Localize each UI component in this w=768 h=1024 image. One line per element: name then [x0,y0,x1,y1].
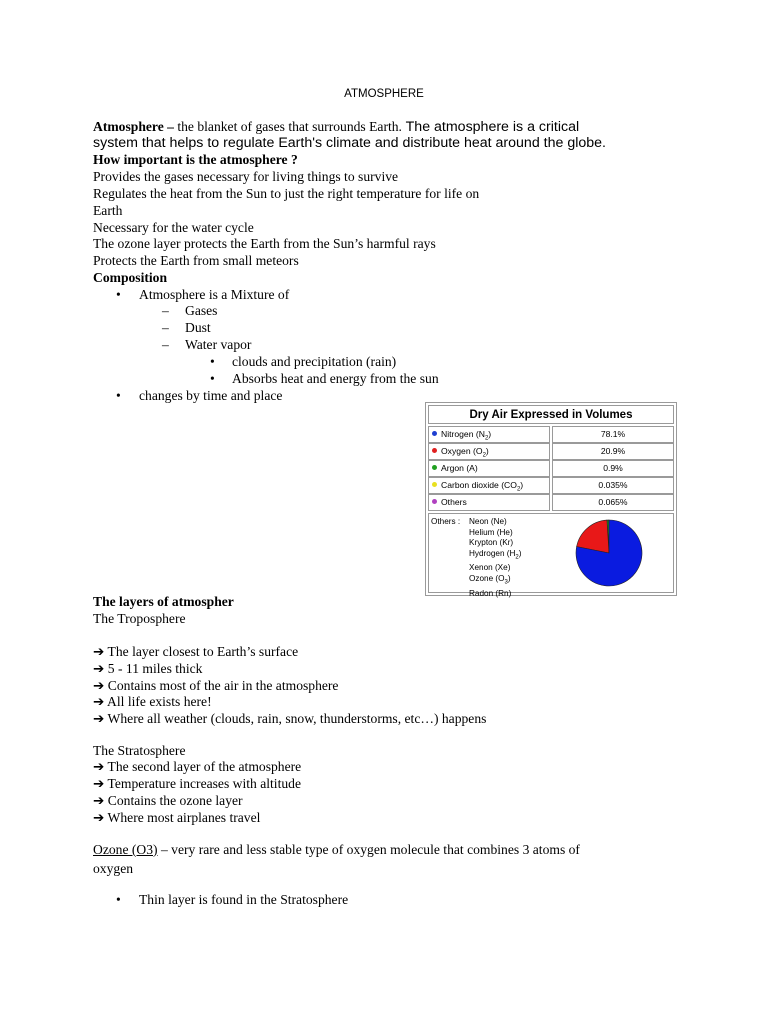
importance-line: Necessary for the water cycle [93,220,254,235]
dash-glyph: – [162,320,169,335]
legend-dot-icon [432,448,437,453]
bullet-glyph: • [116,287,121,302]
others-item: Helium (He) [469,527,513,537]
others-list [469,517,522,599]
gas-name-tail: ) [520,480,524,490]
gas-subscript: 2 [482,452,486,459]
gas-name-cell [428,443,550,460]
others-item: Radon (Rn) [469,588,512,598]
others-label: Others : [431,517,461,526]
stratosphere-point: ➔ Where most airplanes travel [93,810,261,825]
importance-line: Protects the Earth from small meteors [93,253,299,268]
composition-heading: Composition [93,270,168,285]
composition-bullet: changes by time and place [139,388,283,403]
intro-term: Atmosphere – [93,119,174,134]
composition-bullet: Atmosphere is a Mixture of [139,287,290,302]
stratosphere-heading: The Stratosphere [93,743,186,758]
arrow-icon: ➔ [93,711,105,726]
arrow-icon: ➔ [93,678,105,693]
importance-line: Earth [93,203,123,218]
gas-name-cell [428,494,550,511]
gas-row [428,477,674,494]
vapor-item: clouds and precipitation (rain) [232,354,397,369]
gas-value: 0.065% [552,494,674,511]
gas-value: 78.1% [552,426,674,443]
gas-row [428,426,674,443]
composition-sub-item: Gases [185,303,218,318]
arrow-icon: ➔ [93,810,105,825]
arrow-icon: ➔ [93,793,105,808]
gas-name-cell [428,460,550,477]
layers-heading: The layers of atmospher [93,594,234,609]
figure-title: Dry Air Expressed in Volumes [428,405,674,424]
ozone-definition: Ozone (O3) – very rare and less stable type of oxygen molecule that combines 3 atoms of [93,842,580,857]
gas-value: 0.9% [552,460,674,477]
legend-dot-icon [432,499,437,504]
others-item: Ozone $(O_3)$ [469,574,511,586]
gas-value: 0.035% [552,477,674,494]
stratosphere-point: ➔ Temperature increases with altitude [93,776,301,791]
composition-pie-chart [569,514,649,594]
gas-name: Carbon dioxide (CO [441,480,517,490]
bullet-glyph: • [210,354,215,369]
importance-line: Provides the gases necessary for living things to survive [93,169,399,184]
gas-name: Nitrogen (N [441,429,485,439]
others-item: Xenon (Xe) [469,563,511,573]
gas-value: 20.9% [552,443,674,460]
gas-name-tail: ) [485,446,489,456]
bullet-glyph: • [210,371,215,386]
gas-name-cell [428,477,550,494]
others-item: Neon (Ne) [469,517,507,526]
composition-sub-item: Dust [185,320,211,335]
intro-definition-part1: the blanket of gases that surrounds Earth. [173,119,402,134]
intro-line-1 [93,118,579,136]
gas-name: Others [441,497,467,507]
dash-glyph: – [162,303,169,318]
dry-air-figure [425,402,677,596]
troposphere-point: ➔ All life exists here! [93,694,212,709]
gas-row [428,460,674,477]
troposphere-point: ➔ Contains most of the air in the atmosphere [93,678,339,693]
troposphere-point: ➔ 5 - 11 miles thick [93,661,203,676]
others-panel [428,513,674,598]
arrow-icon: ➔ [93,759,105,774]
ozone-bullet: Thin layer is found in the Stratosphere [139,892,349,907]
gas-subscript: 2 [484,435,489,442]
gas-subscript: 2 [516,486,521,493]
gas-row [428,443,674,460]
others-item: Krypton (Kr) [469,538,514,548]
page-title: ATMOSPHERE [344,88,424,100]
others-item: Hydrogen $(H_2)$ [469,549,522,561]
arrow-icon: ➔ [93,661,105,676]
arrow-icon: ➔ [93,776,105,791]
legend-dot-icon [432,431,437,436]
gas-name: Oxygen (O [441,446,483,456]
gas-name-tail: ) [488,429,492,439]
vapor-item: Absorbs heat and energy from the sun [232,371,439,386]
importance-line: Regulates the heat from the Sun to just the right temperature for life on [93,186,480,201]
bullet-glyph: • [116,892,121,907]
legend-dot-icon [432,482,437,487]
troposphere-heading: The Troposphere [93,611,186,626]
gas-row [428,494,674,511]
arrow-icon: ➔ [93,694,105,709]
gas-name: Argon (A) [441,463,478,473]
troposphere-point: ➔ Where all weather (clouds, rain, snow, thunderstorms, etc…) happens [93,711,487,726]
importance-heading: How important is the atmosphere ? [93,152,298,167]
troposphere-point: ➔ The layer closest to Earth’s surface [93,644,299,659]
stratosphere-point: ➔ Contains the ozone layer [93,793,243,808]
stratosphere-point: ➔ The second layer of the atmosphere [93,759,302,774]
intro-definition-part2: The atmosphere is a critical [401,119,580,135]
ozone-definition-line2: oxygen [93,861,134,876]
legend-dot-icon [432,465,437,470]
importance-line: The ozone layer protects the Earth from the Sun’s harmful rays [93,236,436,251]
ozone-term: Ozone (O3) [93,842,158,857]
arrow-icon: ➔ [93,644,105,659]
intro-line-2: system that helps to regulate Earth's climate and distribute heat around the globe. [93,135,606,151]
gas-name-cell [428,426,550,443]
dash-glyph: – [162,337,169,352]
bullet-glyph: • [116,388,121,403]
composition-sub-item: Water vapor [185,337,252,352]
